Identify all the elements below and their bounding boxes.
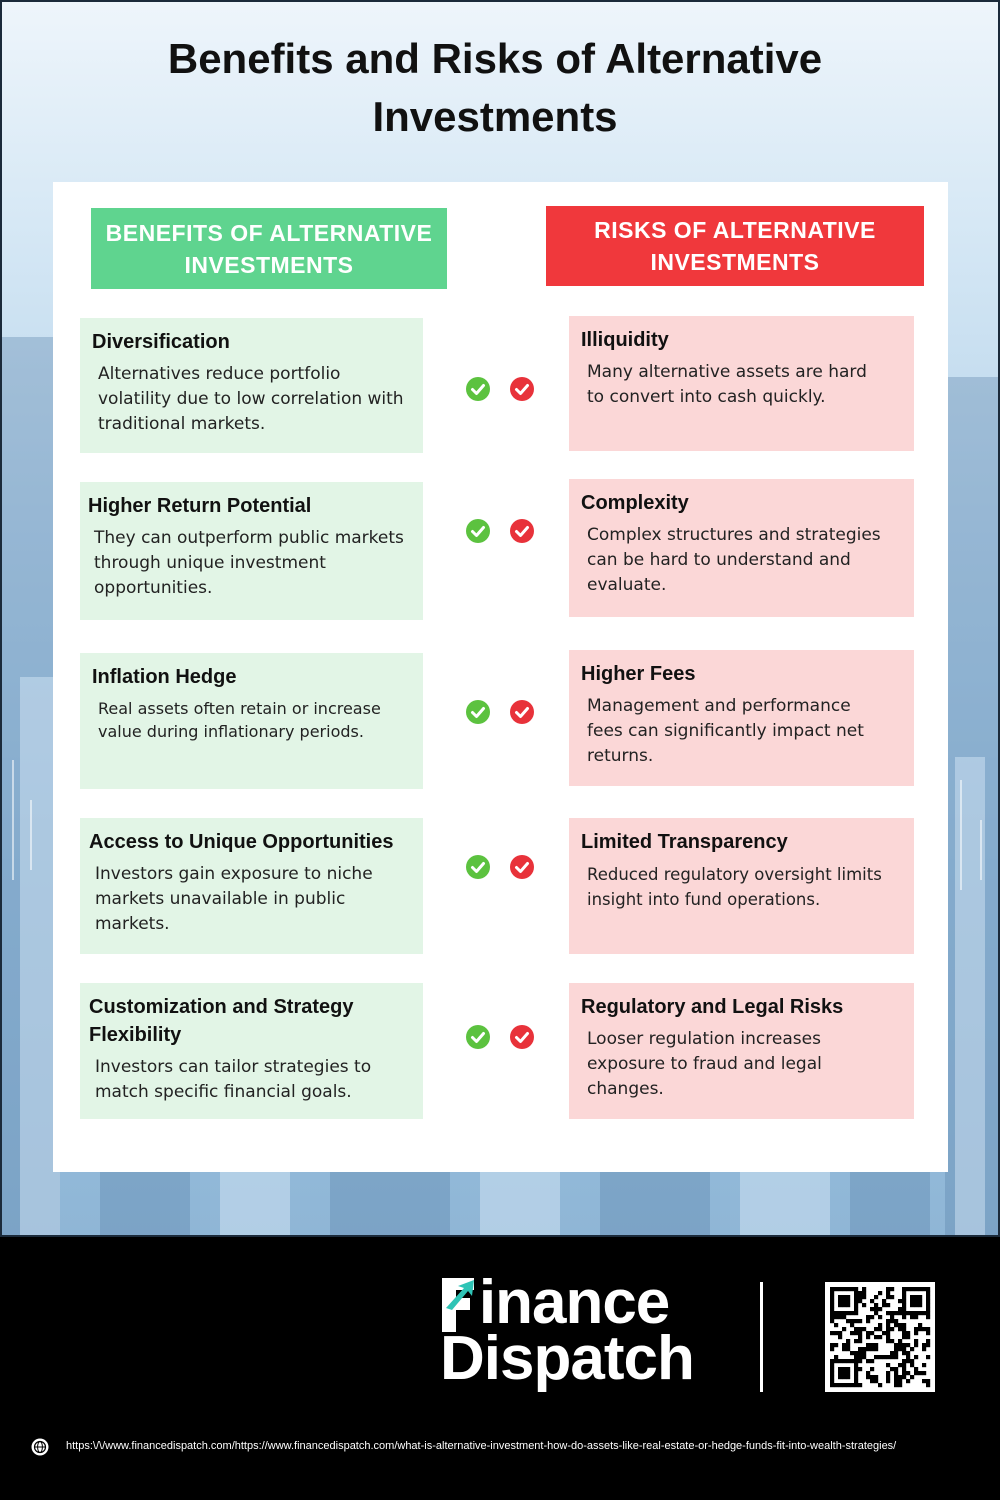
check-circle-icon [510,1025,534,1049]
benefit-text: Alternatives reduce portfolio volatility due to low correlation with traditional markets. [98,364,404,434]
check-circle-icon [466,519,490,543]
benefit-title: Access to Unique Opportunities [89,831,394,853]
benefit-title: Customization and Strategy Flexibility [89,996,354,1046]
page-title: Benefits and Risks of Alternative Investments [167,35,823,140]
risk-text: Many alternative assets are hard to convert into cash quickly. [587,362,867,407]
logo-line-2: Dispatch [440,1324,694,1393]
risk-card-regulatory-legal [569,983,914,1119]
benefit-text: Real assets often retain or increase value during inflationary periods. [98,699,381,741]
check-circle-icon [466,1025,490,1049]
benefit-text: Investors gain exposure to niche markets unavailable in public markets. [95,864,373,934]
qr-code[interactable] [825,1282,935,1392]
risk-title: Illiquidity [581,329,669,351]
footer-url-link[interactable]: https:\/\/www.financedispatch.com/https://www.financedispatch.com/what-is-alternative-investment-how-do-assets-like-real-estate-or-hedge-funds-fit-into-wealth-strategies/ [66,1440,897,1452]
benefit-text: Investors can tailor strategies to match specific financial goals. [95,1057,372,1102]
risk-text: Management and performance fees can significantly impact net returns. [587,696,864,766]
risk-title: Higher Fees [581,663,696,685]
footer-divider [760,1282,763,1392]
benefits-header: BENEFITS OF ALTERNATIVE INVESTMENTS [91,208,447,289]
risk-text: Reduced regulatory oversight limits insight into fund operations. [587,865,882,909]
benefit-title: Diversification [92,331,230,353]
finance-dispatch-logo[interactable] [440,1268,730,1393]
risk-card-limited-transparency [569,818,914,954]
benefit-card-higher-return [80,482,423,620]
benefit-title: Higher Return Potential [88,495,312,517]
risks-header: RISKS OF ALTERNATIVE INVESTMENTS [546,206,924,286]
risk-card-illiquidity [569,316,914,451]
benefit-card-diversification [80,318,423,453]
benefit-card-inflation-hedge [80,653,423,789]
risk-card-complexity [569,479,914,617]
risk-title: Regulatory and Legal Risks [581,996,844,1018]
risk-title: Complexity [581,492,689,514]
benefit-card-unique-opportunities [80,818,423,954]
globe-icon [31,1438,49,1456]
risk-text: Complex structures and strategies can be hard to understand and evaluate. [587,525,881,595]
risk-card-higher-fees [569,650,914,786]
benefit-card-customization [80,983,423,1119]
check-circle-icon [510,377,534,401]
check-circle-icon [466,855,490,879]
benefit-title: Inflation Hedge [92,666,237,688]
check-circle-icon [466,700,490,724]
check-circle-icon [510,855,534,879]
benefit-text: They can outperform public markets through unique investment opportunities. [94,528,404,598]
check-circle-icon [510,700,534,724]
qr-code-graphic [825,1282,935,1392]
check-circle-icon [466,377,490,401]
check-circle-icon [510,519,534,543]
risk-text: Looser regulation increases exposure to fraud and legal changes. [587,1029,822,1099]
risk-title: Limited Transparency [581,831,788,853]
logo-line-1-text: inance [478,1268,670,1337]
